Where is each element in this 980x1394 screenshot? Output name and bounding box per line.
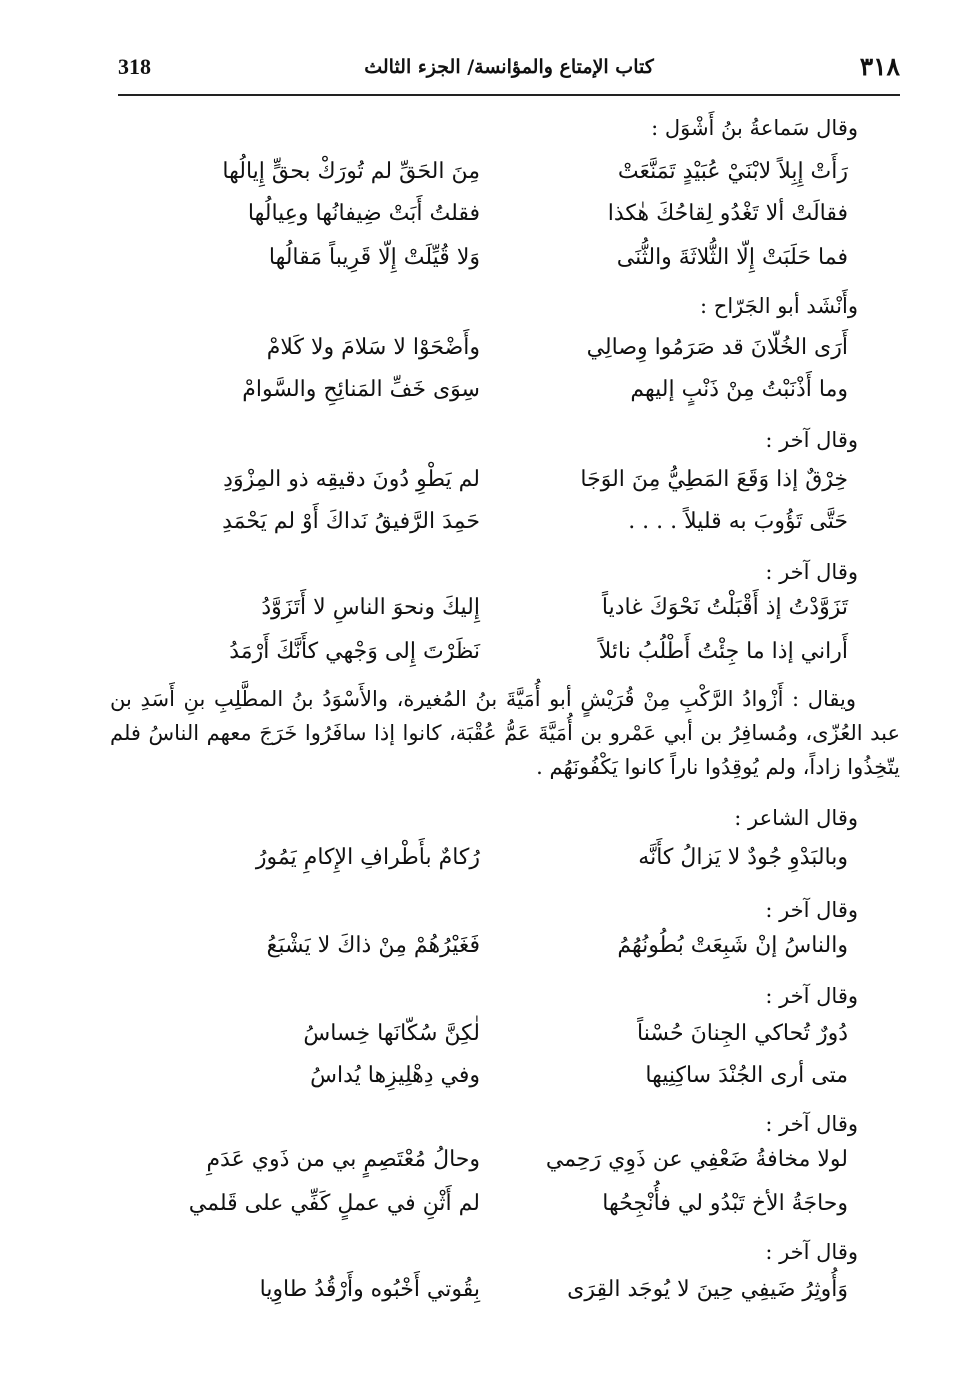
prose-text: ويقال : أَزْوادُ الرَّكْبِ مِنْ قُرَيْشٍ أبو أُمَيَّةَ بنُ المُغيرة، والأَسْوَدُ بنُ المطَّلِبِ بنِ أَسَدِ بن عبد العُزّى، ومُسافِرُ بن أبي عَمْرو بن أُمَيَّةَ عَمُّ عُقْبَة، كانوا إذا سافَرُوا خَرَجَ معهم الناسُ فلم يتّخِذُوا زاداً، ولم يُوقِدُوا ناراً كانوا يَكْفُونَهُم .: [110, 687, 900, 779]
verse-line: [110, 1020, 900, 1060]
second-hemistich: لٰكِنَّ سُكّانَها خِساسُ: [303, 1021, 480, 1046]
second-hemistich: فقلتُ أَبَتْ ضِيفانُها وعِيالُها: [247, 201, 480, 226]
second-hemistich: نَظَرْتَ إِلى وَجْهي كأَنَّكَ أَرْمَدُ: [229, 639, 480, 664]
verse-intro: وقال آخر :: [765, 428, 858, 452]
first-hemistich: دُورٌ تُحاكي الجِنانَ حُسْناً: [637, 1021, 848, 1046]
second-hemistich: لم يَطْوِ دُونَ دقيقِه ذو المِزْوَدِ: [223, 467, 480, 492]
first-hemistich: أَرَى الخُلّانَ قد صَرَمُوا وِصالِي: [586, 335, 848, 360]
first-hemistich: والناسُ إنْ شَبِعَتْ بُطُونُهُمُ: [617, 933, 848, 958]
verse-line: [110, 1276, 900, 1316]
verse-line: [110, 466, 900, 506]
verse-line: [110, 508, 900, 548]
page-number-latin: 318: [118, 54, 151, 79]
first-hemistich: فما حَلَبَتْ إِلّا الثُّلاثَةَ والثُّنَى: [616, 245, 848, 270]
verse-intro: وقال آخر :: [765, 560, 858, 584]
second-hemistich: فَغَيْرُهُمْ مِنْ ذاكَ لا يَشْبَعُ: [266, 933, 480, 958]
second-hemistich: مِنَ الحَقِّ لم تُورَكْ بحقٍّ إِيالُها: [222, 159, 480, 184]
verse-intro: وقال الشاعر :: [734, 806, 858, 830]
first-hemistich: وَأُوثِرُ ضَيفِي حِينَ لا يُوجَد القِرَى: [567, 1277, 848, 1302]
verse-line: [110, 376, 900, 416]
second-hemistich: إِليكَ ونحوَ الناسِ لا أَتَزَوَّدُ: [261, 595, 480, 620]
first-hemistich: وحاجَةُ الأخ تَبْدُو لي فأُنْجِحُها: [602, 1191, 848, 1216]
second-hemistich: حَمِدَ الرَّفيقُ نَداكَ أَوْ لم يَحْمَدِ: [222, 509, 480, 534]
first-hemistich: وما أَذْنَبْتُ مِنْ ذَنْبٍ إليهم: [630, 377, 848, 402]
prose-paragraph: [110, 682, 900, 784]
verse-line: [110, 844, 900, 884]
verse-line: [110, 594, 900, 634]
first-hemistich: وبالبَدْوِ جُودٌ لا يَزالُ كأَنَّه: [638, 845, 848, 870]
verse-line: [110, 932, 900, 972]
verse-line: [110, 334, 900, 374]
verse-intro: وقال آخر :: [765, 898, 858, 922]
verse-intro: وأَنْشَد أبو الجَرّاح :: [700, 294, 858, 318]
first-hemistich: حَتَّى تَؤُوبَ به قليلاً . . . .: [628, 509, 848, 534]
verse-line: [110, 1146, 900, 1186]
page-header: [118, 52, 900, 92]
second-hemistich: سِوَى خَفِّ المَنائِحِ والسَّوامْ: [242, 377, 480, 402]
second-hemistich: لم أَثْنِ في عملٍ كَفِّي على قَلمي: [188, 1191, 480, 1216]
verse-line: [110, 638, 900, 678]
first-hemistich: رَأَتْ إِبِلاً لابْنَيْ عُبَيْدٍ تَمَنَّعَتْ: [617, 159, 848, 184]
second-hemistich: رُكامٌ بأَطْرافِ الإِكامِ يَمُورُ: [255, 845, 480, 870]
running-title: كتاب الإمتاع والمؤانسة/ الجزء الثالث: [364, 56, 654, 78]
second-hemistich: وحالُ مُعْتَصِمٍ بي من ذَوي عَدَمِ: [206, 1147, 480, 1172]
first-hemistich: متى أرى الجُنْدَ ساكِنِيها: [645, 1063, 848, 1088]
header-rule: [118, 94, 900, 96]
second-hemistich: بِقُوتي أَخْبُوه وأَرْقُدُ طاوِيا: [259, 1277, 480, 1302]
second-hemistich: وَلا قُيِّلَتْ إِلّا قَرِيباً مَقالُها: [268, 245, 480, 270]
second-hemistich: وفي دِهْلِيزِها يُداسُ: [310, 1063, 480, 1088]
first-hemistich: خِرْقٌ إذا وَقَعَ المَطِيُّ مِنَ الوَجَا: [580, 467, 848, 492]
verse-intro: وقال آخر :: [765, 984, 858, 1008]
first-hemistich: تَزَوَّدْتُ إذ أَقْبَلْتُ نَحْوَكَ غادياً: [601, 595, 848, 620]
page-number-arabic: ٣١٨: [859, 52, 900, 81]
verse-intro: وقال آخر :: [765, 1240, 858, 1264]
verse-line: [110, 200, 900, 240]
first-hemistich: لولا مخافةُ ضَعْفِي عن ذَوِي رَحِمي: [545, 1147, 848, 1172]
first-hemistich: أَراني إذا ما جِئْتُ أَطْلُبُ نائلاً: [598, 639, 848, 664]
verse-intro: وقال آخر :: [765, 1112, 858, 1136]
verse-line: [110, 158, 900, 198]
second-hemistich: وأَضْحَوْا لا سَلامَ ولا كَلامْ: [266, 335, 480, 360]
verse-line: [110, 1062, 900, 1102]
verse-line: [110, 1190, 900, 1230]
verse-intro: وقال سَماعةُ بنُ أَشْوَل :: [651, 116, 858, 140]
verse-line: [110, 244, 900, 284]
first-hemistich: فقالَتْ ألا تَغْدُو لِقاحُكَ هٰكذا: [607, 201, 848, 226]
